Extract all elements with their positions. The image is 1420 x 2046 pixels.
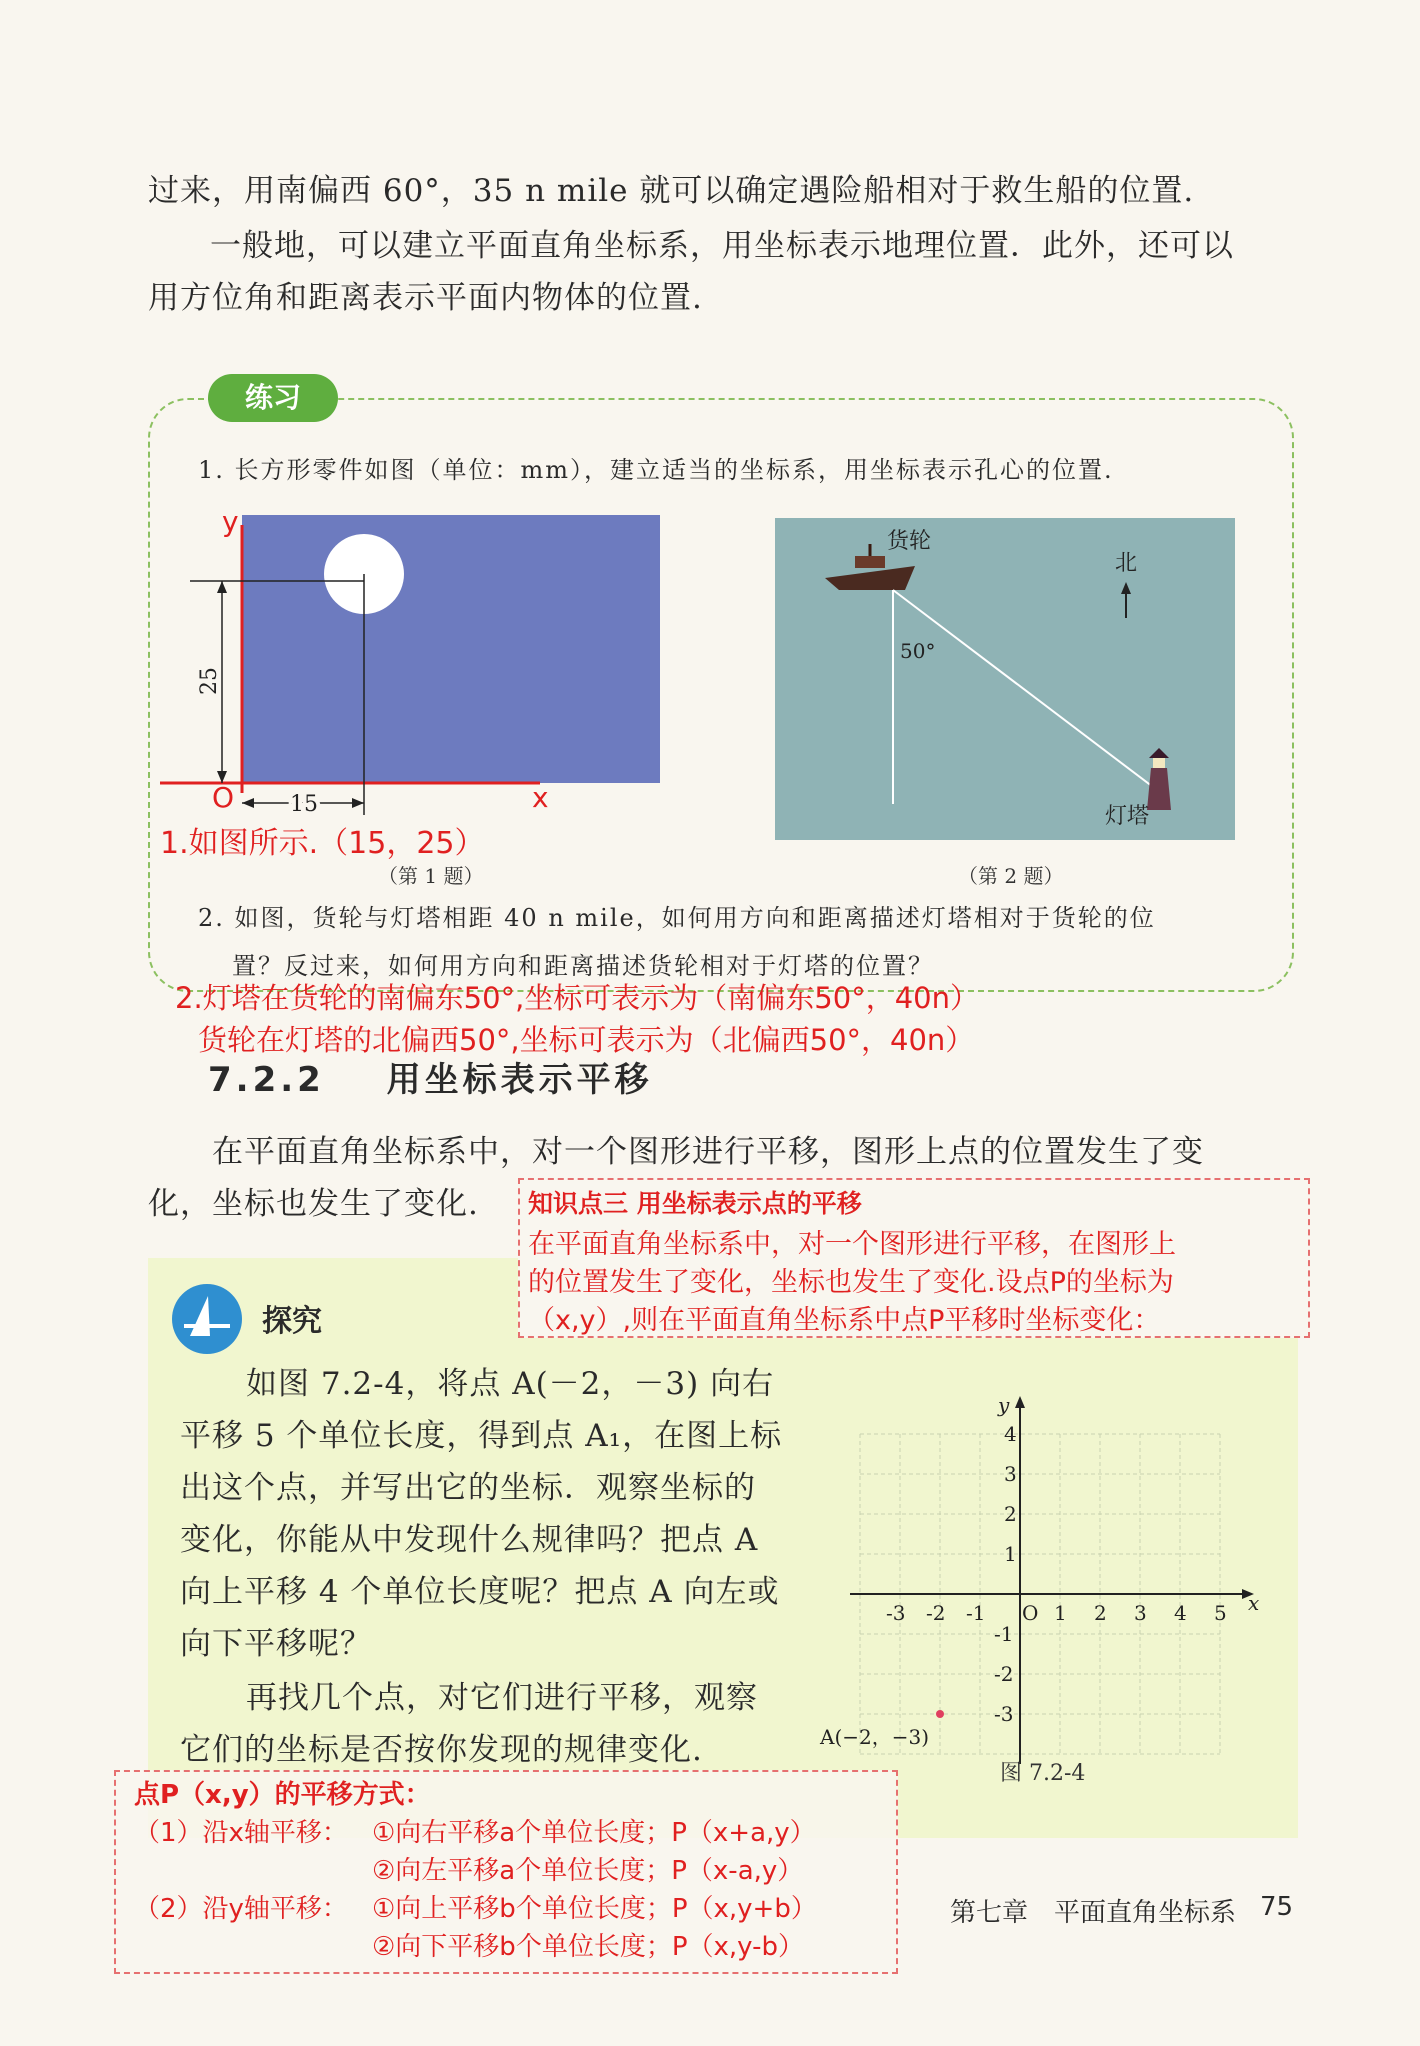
figure-1 <box>160 505 680 845</box>
body-line-2: 化，坐标也发生了变化. <box>148 1186 479 1222</box>
explore-line-4: 变化，你能从中发现什么规律吗？把点 A <box>180 1522 759 1558</box>
explore-line-8: 它们的坐标是否按你发现的规律变化. <box>180 1732 703 1768</box>
tower-label: 灯塔 <box>1105 804 1150 829</box>
answer-1: 1.如图所示.（15，25） <box>160 826 485 861</box>
knowledge-note-line-3: （x,y）,则在平面直角坐标系中点P平移时坐标变化： <box>528 1305 1161 1336</box>
coordinate-grid <box>820 1372 1270 1792</box>
grid-ticks <box>886 1422 1227 1726</box>
x-tick-label: -2 <box>926 1601 946 1625</box>
angle-label: 50° <box>900 639 936 663</box>
y-tick-label: -3 <box>994 1702 1014 1726</box>
x-tick-label: 3 <box>1134 1601 1147 1625</box>
section-heading <box>208 1052 653 1101</box>
y-tick-label: 2 <box>1004 1502 1017 1526</box>
y-tick-label: -2 <box>994 1662 1014 1686</box>
figure-1-caption: （第 1 题） <box>378 864 484 888</box>
x-tick-label: -3 <box>886 1601 906 1625</box>
chapter-footer: 第七章 平面直角坐标系 <box>950 1898 1237 1928</box>
x-tick-label: 4 <box>1174 1601 1187 1625</box>
point-a <box>936 1710 944 1718</box>
exercise-question-2-line-2: 置？反过来，如何用方向和距离描述货轮相对于灯塔的位置？ <box>232 952 934 980</box>
fig1-dim-vertical: 25 <box>197 667 222 695</box>
point-a-label: A(−2，−3) <box>820 1725 930 1749</box>
intro-line-3: 用方位角和距离表示平面内物体的位置. <box>148 280 703 316</box>
intro-line-2: 一般地，可以建立平面直角坐标系，用坐标表示地理位置．此外，还可以 <box>210 228 1234 264</box>
section-number: 7.2.2 <box>208 1060 325 1100</box>
knowledge-note-line-1: 在平面直角坐标系中，对一个图形进行平移，在图形上 <box>528 1229 1176 1260</box>
translation-x-left: ②向左平移a个单位长度；P（x-a,y） <box>372 1856 804 1886</box>
figure-2 <box>775 518 1235 840</box>
section-title: 用坐标表示平移 <box>386 1060 653 1100</box>
exercise-tag: 练习 <box>208 374 338 422</box>
explore-line-3: 出这个点，并写出它的坐标．观察坐标的 <box>180 1470 756 1506</box>
body-line-1: 在平面直角坐标系中，对一个图形进行平移，图形上点的位置发生了变 <box>212 1134 1204 1170</box>
explore-title: 探究 <box>262 1304 322 1339</box>
answer-2-line-2: 货轮在灯塔的北偏西50°,坐标可表示为（北偏西50°，40n） <box>198 1023 975 1057</box>
fig1-x-label: x <box>532 781 549 814</box>
y-axis-label: y <box>998 1393 1010 1417</box>
translation-x-label: （1）沿x轴平移： <box>134 1818 348 1848</box>
fig1-origin: O <box>212 781 235 814</box>
knowledge-note-line-2: 的位置发生了变化，坐标也发生了变化.设点P的坐标为 <box>528 1267 1174 1298</box>
y-tick-label: 3 <box>1004 1462 1017 1486</box>
grid-axes <box>850 1393 1259 1764</box>
y-tick-label: -1 <box>994 1622 1014 1646</box>
x-tick-label: 1 <box>1054 1601 1067 1625</box>
fig1-dim-horizontal: 15 <box>290 792 318 817</box>
grid-caption: 图 7.2-4 <box>1000 1761 1086 1786</box>
translation-y-label: （2）沿y轴平移： <box>134 1894 348 1924</box>
intro-line-1: 过来，用南偏西 60°，35 n mile 就可以确定遇险船相对于救生船的位置. <box>148 173 1195 209</box>
x-tick-label: O <box>1022 1601 1039 1625</box>
translation-y-up: ①向上平移b个单位长度；P（x,y+b） <box>372 1894 817 1924</box>
part-rectangle <box>242 515 660 783</box>
y-axis-arrow <box>1015 1396 1025 1408</box>
answer-2-line-1: 2.灯塔在货轮的南偏东50°,坐标可表示为（南偏东50°，40n） <box>175 981 979 1015</box>
explore-line-5: 向上平移 4 个单位长度呢？把点 A 向左或 <box>180 1574 780 1610</box>
explore-line-7: 再找几个点，对它们进行平移，观察 <box>246 1680 758 1716</box>
x-axis-label: x <box>1248 1591 1260 1615</box>
y-tick-label: 1 <box>1004 1542 1017 1566</box>
translation-y-down: ②向下平移b个单位长度；P（x,y-b） <box>372 1932 804 1962</box>
x-tick-label: 5 <box>1214 1601 1227 1625</box>
lighthouse-icon <box>1147 748 1171 810</box>
translation-x-right: ①向右平移a个单位长度；P（x+a,y） <box>372 1818 816 1848</box>
exercise-question-2-line-1: 2. 如图，货轮与灯塔相距 40 n mile，如何用方向和距离描述灯塔相对于货轮的位 <box>198 904 1156 932</box>
explore-line-1: 如图 7.2-4，将点 A(－2，－3) 向右 <box>246 1366 775 1402</box>
x-tick-label: 2 <box>1094 1601 1107 1625</box>
explore-line-2: 平移 5 个单位长度，得到点 A₁，在图上标 <box>180 1418 783 1454</box>
knowledge-note-title: 知识点三 用坐标表示点的平移 <box>528 1189 862 1218</box>
explore-line-6: 向下平移呢？ <box>180 1626 372 1662</box>
x-tick-label: -1 <box>966 1601 986 1625</box>
ship-label: 货轮 <box>887 529 932 554</box>
explore-icon <box>170 1282 244 1356</box>
fig1-y-label: y <box>222 505 239 538</box>
page-number: 75 <box>1260 1892 1294 1922</box>
y-tick-label: 4 <box>1004 1422 1017 1446</box>
north-label: 北 <box>1115 551 1138 576</box>
exercise-question-1: 1. 长方形零件如图（单位：mm），建立适当的坐标系，用坐标表示孔心的位置. <box>198 456 1114 484</box>
translation-note-title: 点P（x,y）的平移方式： <box>134 1780 431 1810</box>
figure-2-caption: （第 2 题） <box>958 864 1064 888</box>
